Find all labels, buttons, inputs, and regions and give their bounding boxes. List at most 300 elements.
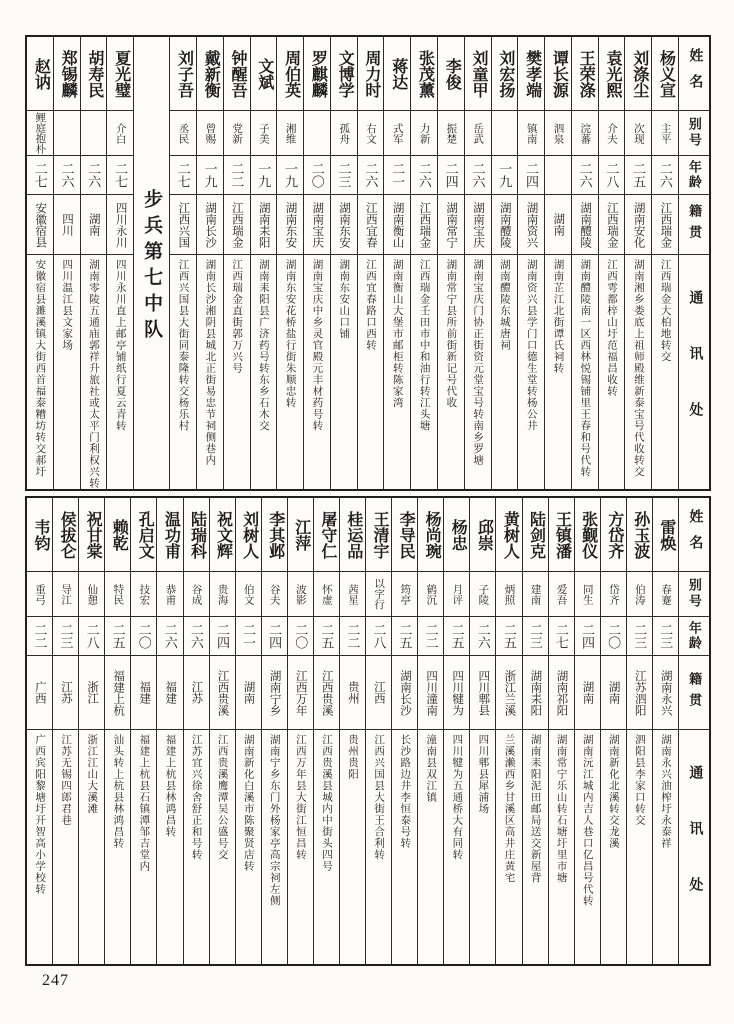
person-address: 江西瑞金直街郭万兴号 [231, 259, 243, 374]
person-alias: 重弓 [27, 572, 52, 617]
person-address: 湖南宝庆中乡灵官殿元丰材药号转 [311, 259, 323, 432]
person-age [545, 156, 571, 195]
person-column [574, 498, 600, 964]
person-alias: 孤舟 [331, 111, 357, 156]
person-alias: 仙憩 [79, 572, 104, 617]
person-name: 江萍 [288, 498, 313, 572]
person-alias: 伯文 [236, 572, 261, 617]
person-name: 祝甘棠 [79, 498, 104, 572]
person-alias [492, 111, 518, 156]
person-age: 二六 [184, 617, 209, 656]
person-address: 湖南新化北溪转交龙溪 [607, 734, 619, 849]
person-address: 湖南新化白溪市陈聚贤店转 [242, 734, 254, 872]
person-age: 二五 [314, 617, 339, 656]
person-address: 泗阳县李家口转交 [633, 734, 645, 826]
person-age: 二〇 [131, 617, 156, 656]
person-age: 二三 [523, 617, 548, 656]
person-native-place: 湖南安化 [625, 195, 651, 255]
person-address: 湖南醴陵南一区西林悦锡铺里王春和号代转 [579, 259, 591, 478]
person-name: 杨忠 [444, 498, 469, 572]
person-column [209, 498, 235, 964]
person-age: 二七 [27, 156, 53, 195]
person-age: 二八 [599, 156, 625, 195]
unit-label: 步兵第七中队 [141, 189, 163, 345]
person-name: 赖乾 [105, 498, 130, 572]
person-column [522, 498, 548, 964]
person-native-place: 湖南 [601, 656, 626, 730]
person-alias: 振楚 [438, 111, 464, 156]
column-header-address: 通讯处 [687, 765, 703, 933]
person-column [443, 498, 469, 964]
person-address: 江西雩都梓山圩范福昌收转 [606, 259, 618, 397]
person-alias [54, 111, 80, 156]
person-column [80, 37, 107, 489]
person-address: 江西兴国县大街同泰隆转交杨乐村 [177, 259, 189, 432]
person-column [330, 37, 357, 489]
person-column [517, 37, 544, 489]
person-name: 刘子吾 [170, 37, 196, 111]
person-alias: 筠亭 [392, 572, 417, 617]
person-name: 雷焕 [653, 498, 678, 572]
person-age: 二六 [465, 156, 491, 195]
person-column [548, 498, 574, 964]
person-name: 袁光熙 [599, 37, 625, 111]
person-native-place: 湖南常宁 [438, 195, 464, 255]
person-column [464, 37, 491, 489]
person-age: 二〇 [288, 617, 313, 656]
person-column [624, 37, 651, 489]
person-name: 方岱齐 [601, 498, 626, 572]
person-alias: 右文 [358, 111, 384, 156]
person-name: 孔启文 [131, 498, 156, 572]
person-age: 二三 [627, 617, 652, 656]
person-name: 王荣涤 [572, 37, 598, 111]
person-column [183, 498, 209, 964]
person-column [261, 498, 287, 964]
person-alias: 子美 [251, 111, 277, 156]
person-address: 江西宜春路口西转 [365, 259, 377, 351]
person-alias: 春蹇 [653, 572, 678, 617]
person-column [652, 498, 678, 964]
person-column [27, 498, 52, 964]
person-column [383, 37, 410, 489]
column-header-alias: 别号 [679, 111, 709, 156]
person-native-place: 湖南祁阳 [549, 656, 574, 730]
person-alias: 月评 [444, 572, 469, 617]
person-age: 二一 [236, 617, 261, 656]
person-address: 四川郫县犀浦场 [477, 734, 489, 815]
person-address: 长沙路边井李恒泰号转 [399, 734, 411, 849]
person-alias: 鹤沉 [418, 572, 443, 617]
person-column [196, 37, 223, 489]
person-alias: 曾赐 [197, 111, 223, 156]
column-header-name: 姓名 [679, 37, 709, 111]
person-name: 张觐仪 [575, 498, 600, 572]
person-name: 王镇潘 [549, 498, 574, 572]
person-address: 江苏宜兴徐舍舒正和号转 [190, 734, 202, 861]
person-native-place: 江西 [366, 656, 391, 730]
column-header-address: 通讯处 [687, 290, 703, 458]
person-address: 湖南长沙湘阴县城北正街易忠节祠侧巷内 [204, 259, 216, 466]
person-native-place: 湖南宁乡 [262, 656, 287, 730]
person-age: 一九 [277, 156, 303, 195]
person-column [106, 37, 133, 489]
person-native-place: 江西瑞金 [224, 195, 250, 255]
person-address: 福建上杭县石镇潭邹吉堂内 [138, 734, 150, 872]
person-native-place: 湖南东安 [277, 195, 303, 255]
person-native-place: 湖南 [81, 195, 107, 255]
person-address: 湖南芷江北街谭氏祠转 [552, 259, 564, 374]
person-alias: 介白 [107, 111, 133, 156]
person-age: 二二 [224, 156, 250, 195]
person-address: 汕头转上杭县林鸿昌转 [112, 734, 124, 849]
column-header-native: 籍贯 [679, 656, 709, 730]
person-address: 江西瑞金大柏地转交 [659, 259, 671, 363]
person-native-place: 江西瑞金 [411, 195, 437, 255]
person-address: 福建上杭县林鸿昌转 [164, 734, 176, 838]
person-column [598, 37, 625, 489]
person-name: 李俊 [438, 37, 464, 111]
person-address: 湖南宝庆门协正街资元堂宝号转南乡罗塘 [472, 259, 484, 466]
person-native-place: 湖南资兴 [518, 195, 544, 255]
person-column [417, 498, 443, 964]
person-age: 二〇 [304, 156, 330, 195]
person-alias: 湘维 [277, 111, 303, 156]
person-alias: 茜星 [340, 572, 365, 617]
person-address: 江西万年县大街江恒昌转 [294, 734, 306, 861]
person-native-place: 湖南醴陵 [572, 195, 598, 255]
person-column [339, 498, 365, 964]
person-native-place: 湖南永兴 [653, 656, 678, 730]
person-native-place: 湖南 [575, 656, 600, 730]
person-name: 邱崇 [470, 498, 495, 572]
person-age: 二三 [53, 617, 78, 656]
person-age: 二二 [27, 617, 52, 656]
person-age: 二七 [107, 156, 133, 195]
person-age: 二四 [438, 156, 464, 195]
roster-table-bottom [25, 496, 711, 966]
person-address: 湖南醴陵东城唐祠 [498, 259, 510, 351]
person-column [313, 498, 339, 964]
person-age: 一九 [492, 156, 518, 195]
person-name: 屠守仁 [314, 498, 339, 572]
person-age: 二五 [105, 617, 130, 656]
person-alias: 建南 [523, 572, 548, 617]
column-header-alias: 别号 [679, 572, 709, 617]
person-alias: 岱齐 [601, 572, 626, 617]
person-column [651, 37, 678, 489]
person-address: 江西贵溪县城内中街头四号 [320, 734, 332, 872]
person-address: 湖南常宁乐山转石塘圩里市塘 [555, 734, 567, 884]
person-native-place: 福建上杭 [105, 656, 130, 730]
person-address: 四川犍为五通桥大有同转 [451, 734, 463, 861]
person-age: 二六 [470, 617, 495, 656]
person-alias: 技宏 [131, 572, 156, 617]
person-column [156, 498, 182, 964]
person-address: 潼南县双江镇 [425, 734, 437, 803]
person-native-place: 湖南宝庆 [465, 195, 491, 255]
person-column [276, 37, 303, 489]
person-address: 湖南常宁县所前街新记号代收 [445, 259, 457, 409]
person-column [495, 498, 521, 964]
person-name: 韦钧 [27, 498, 52, 572]
person-name: 文博学 [331, 37, 357, 111]
person-age: 二六 [358, 156, 384, 195]
person-name: 祝文辉 [210, 498, 235, 572]
person-age: 二二 [340, 617, 365, 656]
person-native-place: 江西贵溪 [210, 656, 235, 730]
person-alias: 岳武 [465, 111, 491, 156]
person-name: 杨尚琬 [418, 498, 443, 572]
person-address: 湖南东安山口铺 [338, 259, 350, 340]
person-name: 侯拔仑 [53, 498, 78, 572]
person-alias: 主平 [652, 111, 678, 156]
person-native-place: 江西瑞金 [652, 195, 678, 255]
person-age: 二四 [210, 617, 235, 656]
column-header-native: 籍贯 [679, 195, 709, 255]
person-name: 张茂薰 [411, 37, 437, 111]
person-alias: 恭甫 [157, 572, 182, 617]
person-age: 二七 [549, 617, 574, 656]
person-column [303, 37, 330, 489]
person-alias: 次现 [625, 111, 651, 156]
person-column [130, 498, 156, 964]
person-native-place: 江苏 [53, 656, 78, 730]
person-address: 安徽宿县濉溪镇大街西首福泰糟坊转交郝圩 [34, 259, 46, 478]
person-native-place: 安徽宿县 [27, 195, 53, 255]
person-native-place: 浙江 [79, 656, 104, 730]
person-name: 罗麒麟 [304, 37, 330, 111]
person-name: 刘树人 [236, 498, 261, 572]
person-column [250, 37, 277, 489]
person-name: 刘涤尘 [625, 37, 651, 111]
person-native-place: 湖南宝庆 [304, 195, 330, 255]
person-column [169, 37, 196, 489]
person-name: 戴新衡 [197, 37, 223, 111]
page-number: 247 [42, 972, 69, 989]
person-native-place: 湖南长沙 [197, 195, 223, 255]
person-address: 江西兴国县大街王合利转 [373, 734, 385, 861]
person-alias: 子陵 [470, 572, 495, 617]
person-age: 二五 [625, 156, 651, 195]
person-column [235, 498, 261, 964]
person-name: 陆瑞科 [184, 498, 209, 572]
person-alias: 爱吾 [549, 572, 574, 617]
person-alias: 特民 [105, 572, 130, 617]
table-header-column [678, 498, 709, 964]
person-age: 二六 [157, 617, 182, 656]
person-name: 黄树人 [496, 498, 521, 572]
person-age: 二七 [170, 156, 196, 195]
person-address: 江西瑞金壬田市中和油行转江头塘 [418, 259, 430, 432]
person-alias: 镇南 [518, 111, 544, 156]
person-name: 李导民 [392, 498, 417, 572]
roster-table-top [25, 35, 711, 491]
person-name: 郑锡麟 [54, 37, 80, 111]
person-age: 一九 [251, 156, 277, 195]
person-address: 四川温江县文家场 [61, 259, 73, 351]
person-name: 钟醒吾 [224, 37, 250, 111]
person-native-place: 江西万年 [288, 656, 313, 730]
person-alias [304, 111, 330, 156]
person-column [357, 37, 384, 489]
person-alias: 炳照 [496, 572, 521, 617]
person-column [571, 37, 598, 489]
person-age: 二八 [366, 617, 391, 656]
person-age: 二五 [444, 617, 469, 656]
table-header-column [678, 37, 709, 489]
person-alias: 谷夫 [262, 572, 287, 617]
person-alias: 介夫 [599, 111, 625, 156]
person-alias: 伯涛 [627, 572, 652, 617]
person-column [437, 37, 464, 489]
person-column [78, 498, 104, 964]
person-age: 二六 [411, 156, 437, 195]
person-native-place: 广西 [27, 656, 52, 730]
person-column [52, 498, 78, 964]
column-header-age: 年龄 [679, 617, 709, 656]
person-native-place: 湖南东安 [331, 195, 357, 255]
person-alias [81, 111, 107, 156]
person-native-place: 湖南衡山 [384, 195, 410, 255]
person-address: 四川永川直上邮亭铺纸行夏云青转 [114, 259, 126, 432]
person-age: 二五 [496, 617, 521, 656]
person-column [544, 37, 571, 489]
person-native-place: 江苏泗阳 [627, 656, 652, 730]
person-address: 湖南宁乡东门外杨家亭高宗祠左侧 [268, 734, 280, 907]
person-column [53, 37, 80, 489]
person-alias: 谷成 [184, 572, 209, 617]
person-age: 二一 [384, 156, 410, 195]
person-name: 刘宏扬 [492, 37, 518, 111]
person-age: 二二 [418, 617, 443, 656]
person-native-place: 江西兴国 [170, 195, 196, 255]
person-native-place: 湖南 [236, 656, 261, 730]
person-alias: 导江 [53, 572, 78, 617]
person-address: 湖南衡山大堡市邮柜转陈家湾 [391, 259, 403, 409]
person-alias: 党新 [224, 111, 250, 156]
person-address: 湖南耒阳县广济药号转东乡石木交 [257, 259, 269, 432]
person-name: 谭长源 [545, 37, 571, 111]
person-name: 夏光璧 [107, 37, 133, 111]
person-age: 一九 [197, 156, 223, 195]
person-address: 江西贵溪鹰潭吴公盛号交 [216, 734, 228, 861]
person-address: 湖南耒阳泥田邮局送交新屋背 [529, 734, 541, 884]
person-column [410, 37, 437, 489]
person-alias: 贵海 [210, 572, 235, 617]
person-address: 湖南资兴县学门口德生堂转杨公井 [525, 259, 537, 432]
person-address: 浙江江山大溪滩 [86, 734, 98, 815]
person-native-place: 福建 [157, 656, 182, 730]
person-native-place: 四川永川 [107, 195, 133, 255]
person-column [27, 37, 53, 489]
person-name: 周力时 [358, 37, 384, 111]
person-native-place: 湖南 [545, 195, 571, 255]
person-native-place: 江西贵溪 [314, 656, 339, 730]
person-alias: 浣蕃 [572, 111, 598, 156]
person-column [287, 498, 313, 964]
person-age: 二四 [262, 617, 287, 656]
person-alias: 以字行 [366, 572, 391, 617]
person-name: 樊孝端 [518, 37, 544, 111]
person-native-place: 湖南耒阳 [251, 195, 277, 255]
person-name: 李其邺 [262, 498, 287, 572]
person-alias: 波影 [288, 572, 313, 617]
person-column [223, 37, 250, 489]
person-age: 二四 [575, 617, 600, 656]
person-column [104, 498, 130, 964]
person-native-place: 湖南耒阳 [523, 656, 548, 730]
person-name: 蒋达 [384, 37, 410, 111]
person-native-place: 湖南长沙 [392, 656, 417, 730]
person-name: 温功甫 [157, 498, 182, 572]
person-address: 兰溪濑西乡甘溪区高井庄黄宅 [503, 734, 515, 884]
person-native-place: 浙江兰溪 [496, 656, 521, 730]
person-address: 广西宾阳黎塘圩开智高小学校转 [34, 734, 46, 895]
person-native-place: 湖南醴陵 [492, 195, 518, 255]
person-native-place: 福建 [131, 656, 156, 730]
person-age: 二六 [572, 156, 598, 195]
person-alias: 泗泉 [545, 111, 571, 156]
person-column [626, 498, 652, 964]
person-name: 孙玉波 [627, 498, 652, 572]
person-address: 湖南沅江城内吉人巷口亿昌号代转 [581, 734, 593, 907]
person-alias: 式军 [384, 111, 410, 156]
person-name: 杨义宣 [652, 37, 678, 111]
person-column [491, 37, 518, 489]
person-age: 二六 [652, 156, 678, 195]
person-address: 湖南东安花桥盐行街朱顺忠转 [284, 259, 296, 409]
column-header-age: 年龄 [679, 156, 709, 195]
person-name: 胡寿民 [81, 37, 107, 111]
person-name: 王清宇 [366, 498, 391, 572]
person-address: 江苏无锡四郎君巷 [60, 734, 72, 826]
column-header-name: 姓名 [679, 498, 709, 572]
person-native-place: 四川郫县 [470, 656, 495, 730]
person-alias: 丞民 [170, 111, 196, 156]
person-age: 二〇 [601, 617, 626, 656]
person-address: 湖南永兴油榨圩永泰祥 [659, 734, 671, 849]
person-column [365, 498, 391, 964]
person-native-place: 贵州 [340, 656, 365, 730]
person-native-place: 江西宜春 [358, 195, 384, 255]
unit-label-column [133, 37, 169, 489]
person-native-place: 四川犍为 [444, 656, 469, 730]
person-alias: 力新 [411, 111, 437, 156]
person-age: 二六 [54, 156, 80, 195]
person-alias: 鲤庭抱朴 [27, 111, 53, 156]
person-age: 二八 [79, 617, 104, 656]
person-native-place: 江苏 [184, 656, 209, 730]
person-age: 二六 [81, 156, 107, 195]
person-name: 刘童甲 [465, 37, 491, 111]
person-native-place: 四川潼南 [418, 656, 443, 730]
person-column [469, 498, 495, 964]
person-native-place: 江西瑞金 [599, 195, 625, 255]
person-name: 桂运品 [340, 498, 365, 572]
person-name: 周伯英 [277, 37, 303, 111]
person-address: 湖南湘乡娄底上祖师殿维新泰宝号代收转交 [632, 259, 644, 478]
person-name: 陆剑克 [523, 498, 548, 572]
person-column [391, 498, 417, 964]
person-age: 二三 [653, 617, 678, 656]
person-address: 贵州贵阳 [347, 734, 359, 780]
person-native-place: 四川 [54, 195, 80, 255]
person-age: 二三 [331, 156, 357, 195]
person-column [600, 498, 626, 964]
person-alias: 怀虚 [314, 572, 339, 617]
person-alias: 同生 [575, 572, 600, 617]
